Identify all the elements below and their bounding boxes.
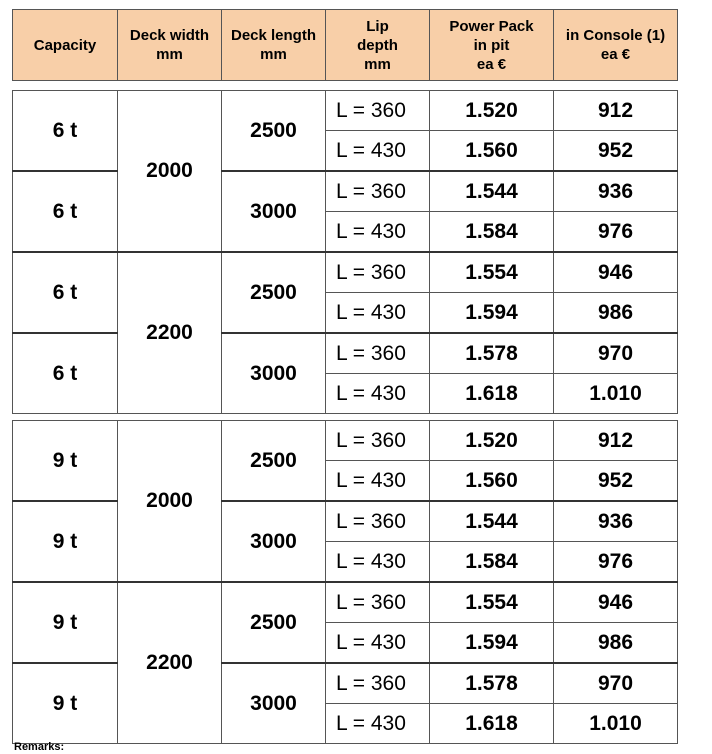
- deck-width-cell: 2000: [118, 421, 222, 583]
- table-row: [13, 663, 678, 704]
- lip-depth-cell: L = 430: [326, 704, 430, 744]
- console-price: 976: [554, 542, 678, 583]
- power-pack-pit-price: 1.584: [430, 542, 554, 583]
- power-pack-pit-price: 1.578: [430, 663, 554, 704]
- lip-depth-cell: L = 360: [326, 91, 430, 131]
- console-price: 936: [554, 171, 678, 212]
- lip-depth-cell: L = 360: [326, 663, 430, 704]
- power-pack-pit-price: 1.554: [430, 582, 554, 623]
- capacity-cell: 6 t: [13, 252, 118, 333]
- lip-depth-cell: L = 360: [326, 171, 430, 212]
- lip-depth-cell: L = 360: [326, 501, 430, 542]
- deck-length-cell: 3000: [222, 171, 326, 252]
- power-pack-pit-price: 1.560: [430, 131, 554, 172]
- power-pack-pit-price: 1.520: [430, 421, 554, 461]
- console-price: 1.010: [554, 374, 678, 414]
- power-pack-pit-price: 1.618: [430, 374, 554, 414]
- price-block-6t: [12, 90, 678, 414]
- deck-width-cell: 2200: [118, 582, 222, 744]
- deck-length-cell: 2500: [222, 582, 326, 663]
- capacity-cell: 9 t: [13, 582, 118, 663]
- lip-depth-cell: L = 430: [326, 542, 430, 583]
- console-price: 912: [554, 421, 678, 461]
- lip-depth-cell: L = 430: [326, 212, 430, 253]
- lip-depth-cell: L = 430: [326, 293, 430, 334]
- header-power-pack-pit: Power Pack in pit ea €: [430, 10, 554, 81]
- lip-depth-cell: L = 360: [326, 582, 430, 623]
- remarks-label: Remarks:: [14, 741, 65, 753]
- console-price: 936: [554, 501, 678, 542]
- header-deck-length: Deck length mm: [222, 10, 326, 81]
- console-price: 970: [554, 333, 678, 374]
- console-price: 976: [554, 212, 678, 253]
- lip-depth-cell: L = 430: [326, 131, 430, 172]
- deck-width-cell: 2200: [118, 252, 222, 414]
- capacity-cell: 9 t: [13, 421, 118, 502]
- table-row: [13, 501, 678, 542]
- deck-width-cell: 2000: [118, 91, 222, 253]
- deck-length-cell: 2500: [222, 252, 326, 333]
- lip-depth-cell: L = 430: [326, 461, 430, 502]
- console-price: 970: [554, 663, 678, 704]
- lip-depth-cell: L = 430: [326, 374, 430, 414]
- power-pack-pit-price: 1.594: [430, 623, 554, 664]
- capacity-cell: 9 t: [13, 663, 118, 744]
- table-row: [13, 582, 678, 623]
- header-capacity: Capacity: [13, 10, 118, 81]
- console-price: 986: [554, 623, 678, 664]
- console-price: 986: [554, 293, 678, 334]
- console-price: 912: [554, 91, 678, 131]
- power-pack-pit-price: 1.554: [430, 252, 554, 293]
- capacity-cell: 6 t: [13, 91, 118, 172]
- console-price: 952: [554, 461, 678, 502]
- header-table: [12, 9, 678, 81]
- power-pack-pit-price: 1.584: [430, 212, 554, 253]
- deck-length-cell: 3000: [222, 501, 326, 582]
- console-price: 946: [554, 582, 678, 623]
- capacity-cell: 6 t: [13, 171, 118, 252]
- deck-length-cell: 2500: [222, 91, 326, 172]
- power-pack-pit-price: 1.544: [430, 501, 554, 542]
- table-row: [13, 91, 678, 131]
- table-row: [13, 421, 678, 461]
- power-pack-pit-price: 1.520: [430, 91, 554, 131]
- header-deck-width: Deck width mm: [118, 10, 222, 81]
- table-row: [13, 333, 678, 374]
- power-pack-pit-price: 1.594: [430, 293, 554, 334]
- lip-depth-cell: L = 360: [326, 252, 430, 293]
- console-price: 946: [554, 252, 678, 293]
- lip-depth-cell: L = 360: [326, 333, 430, 374]
- capacity-cell: 9 t: [13, 501, 118, 582]
- table-row: [13, 252, 678, 293]
- lip-depth-cell: L = 430: [326, 623, 430, 664]
- deck-length-cell: 3000: [222, 663, 326, 744]
- price-block-9t: [12, 420, 678, 744]
- power-pack-pit-price: 1.578: [430, 333, 554, 374]
- console-price: 952: [554, 131, 678, 172]
- power-pack-pit-price: 1.618: [430, 704, 554, 744]
- capacity-cell: 6 t: [13, 333, 118, 414]
- header-lip-depth: Lip depth mm: [326, 10, 430, 81]
- lip-depth-cell: L = 360: [326, 421, 430, 461]
- header-console: in Console (1) ea €: [554, 10, 678, 81]
- table-row: [13, 171, 678, 212]
- deck-length-cell: 3000: [222, 333, 326, 414]
- header-row: [13, 10, 678, 81]
- console-price: 1.010: [554, 704, 678, 744]
- power-pack-pit-price: 1.544: [430, 171, 554, 212]
- power-pack-pit-price: 1.560: [430, 461, 554, 502]
- deck-length-cell: 2500: [222, 421, 326, 502]
